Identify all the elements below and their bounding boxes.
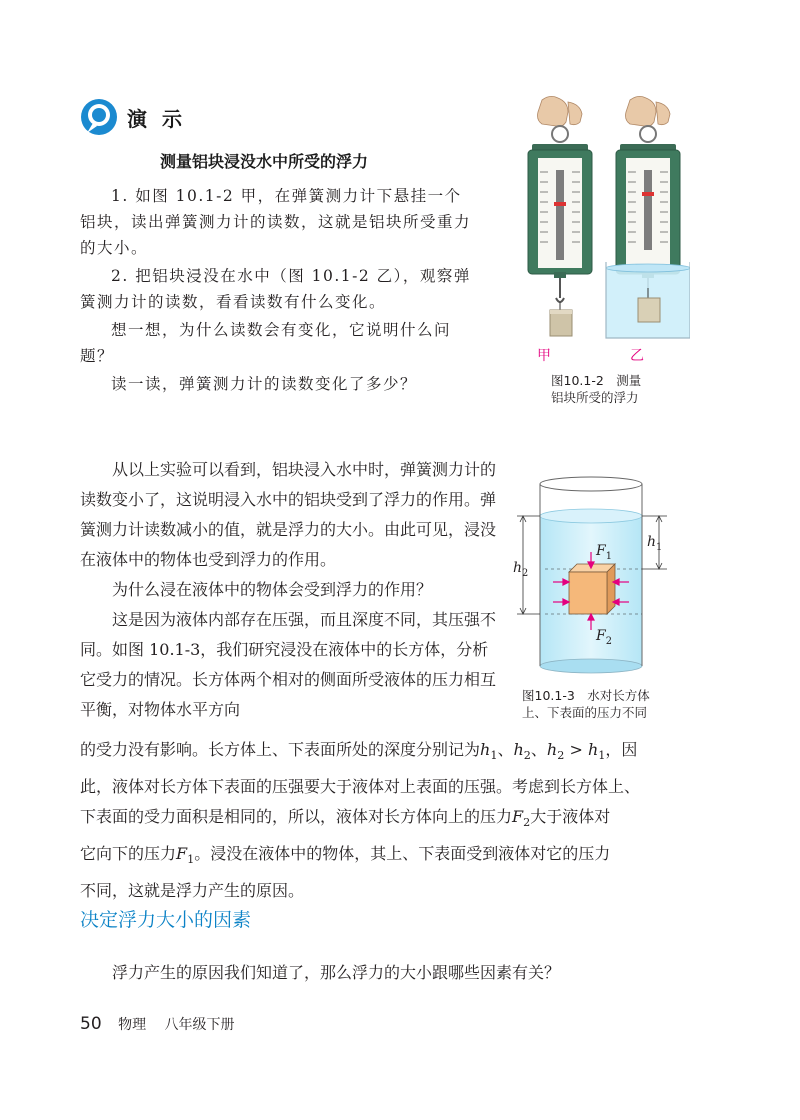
p3-line-2: 此，液体对长方体下表面的压强要大于液体对上表面的压强。考虑到长方体上、 — [80, 776, 641, 796]
body-paragraph-1: 从以上实验可以看到，铝块浸入水中时，弹簧测力计的读数变小了，这说明浸入水中的铝块受到了浮力的作用。弹簧测力计读数减小的值，就是浮力的大小。由此可见，浸没在液体中的物体也受到浮力的作用。 — [80, 460, 497, 569]
body-paragraph-2: 为什么浸在液体中的物体会受到浮力的作用？ — [112, 580, 433, 599]
spring-scale-left — [528, 96, 592, 336]
page-number: 50 — [80, 1014, 102, 1034]
demo-title: 测量铝块浸没水中所受的浮力 — [160, 152, 369, 171]
section-heading: 决定浮力大小的因素 — [80, 909, 252, 931]
figure-10-1-3-caption — [522, 687, 650, 721]
p3-line-3: 下表面的受力面积是相同的，所以，液体对长方体向上的压力$F_2$大于液体对 — [80, 807, 611, 830]
demo-step-2: 2. 把铝块浸没在水中（图 10.1-2 乙），观察弹簧测力计的读数，看看读数有什么变化。 — [80, 267, 471, 311]
spring-scale-right — [606, 96, 690, 338]
label-h2: $h_2$ — [513, 560, 529, 579]
figure-cylinder — [505, 468, 675, 678]
figure-10-1-3-caption-line2: 上、下表面的压力不同 — [522, 705, 648, 720]
label-h1: $h_1$ — [647, 534, 663, 553]
footer-subject: 物理 — [118, 1017, 147, 1033]
p3-line-1: 的受力没有影响。长方体上、下表面所处的深度分别记为$h_1$、$h_2$、$h_2 > h_1$，因 — [80, 740, 638, 763]
demo-step-1: 1. 如图 10.1-2 甲，在弹簧测力计下悬挂一个铝块，读出弹簧测力计的读数，这就是铝块所受重力的大小。 — [80, 187, 472, 257]
section-intro: 浮力产生的原因我们知道了，那么浮力的大小跟哪些因素有关？ — [112, 963, 561, 982]
figure-label-right: 乙 — [630, 348, 644, 364]
demo-label: 演 示 — [127, 107, 186, 131]
figure-spring-scales — [510, 92, 690, 364]
footer-book: 八年级下册 — [164, 1017, 235, 1033]
label-f1: $F_1$ — [596, 543, 612, 562]
figure-10-1-2-caption-line1: 图10.1-2 测量 — [551, 373, 642, 388]
demo-read: 读一读，弹簧测力计的读数变化了多少？ — [111, 375, 418, 393]
figure-10-1-2-caption — [551, 372, 641, 406]
demo-steps — [80, 183, 472, 397]
p3-line-4: 它向下的压力$F_1$。浸没在液体中的物体，其上、下表面受到液体对它的压力 — [80, 844, 611, 867]
body-paragraph-3-start: 这是因为液体内部存在压强，而且深度不同，其压强不同。如图 10.1-3，我们研究浸没在液体中的长方体，分析它受力的情况。长方体两个相对的侧面所受液体的压力相互平衡，对物体水平方向 — [80, 610, 497, 719]
demo-think: 想一想，为什么读数会有变化，它说明什么问题？ — [80, 321, 452, 365]
figure-10-1-2-caption-line2: 铝块所受的浮力 — [551, 390, 639, 405]
figure-label-left: 甲 — [537, 348, 551, 364]
label-f2: $F_2$ — [596, 628, 612, 647]
body-column — [80, 455, 500, 725]
page-footer — [80, 1014, 235, 1034]
p3-line-5: 不同，这就是浮力产生的原因。 — [80, 880, 305, 900]
figure-10-1-3-caption-line1: 图10.1-3 水对长方体 — [522, 688, 650, 703]
demo-magnifier-icon — [79, 97, 119, 137]
body-paragraph-3-continued — [80, 735, 720, 907]
